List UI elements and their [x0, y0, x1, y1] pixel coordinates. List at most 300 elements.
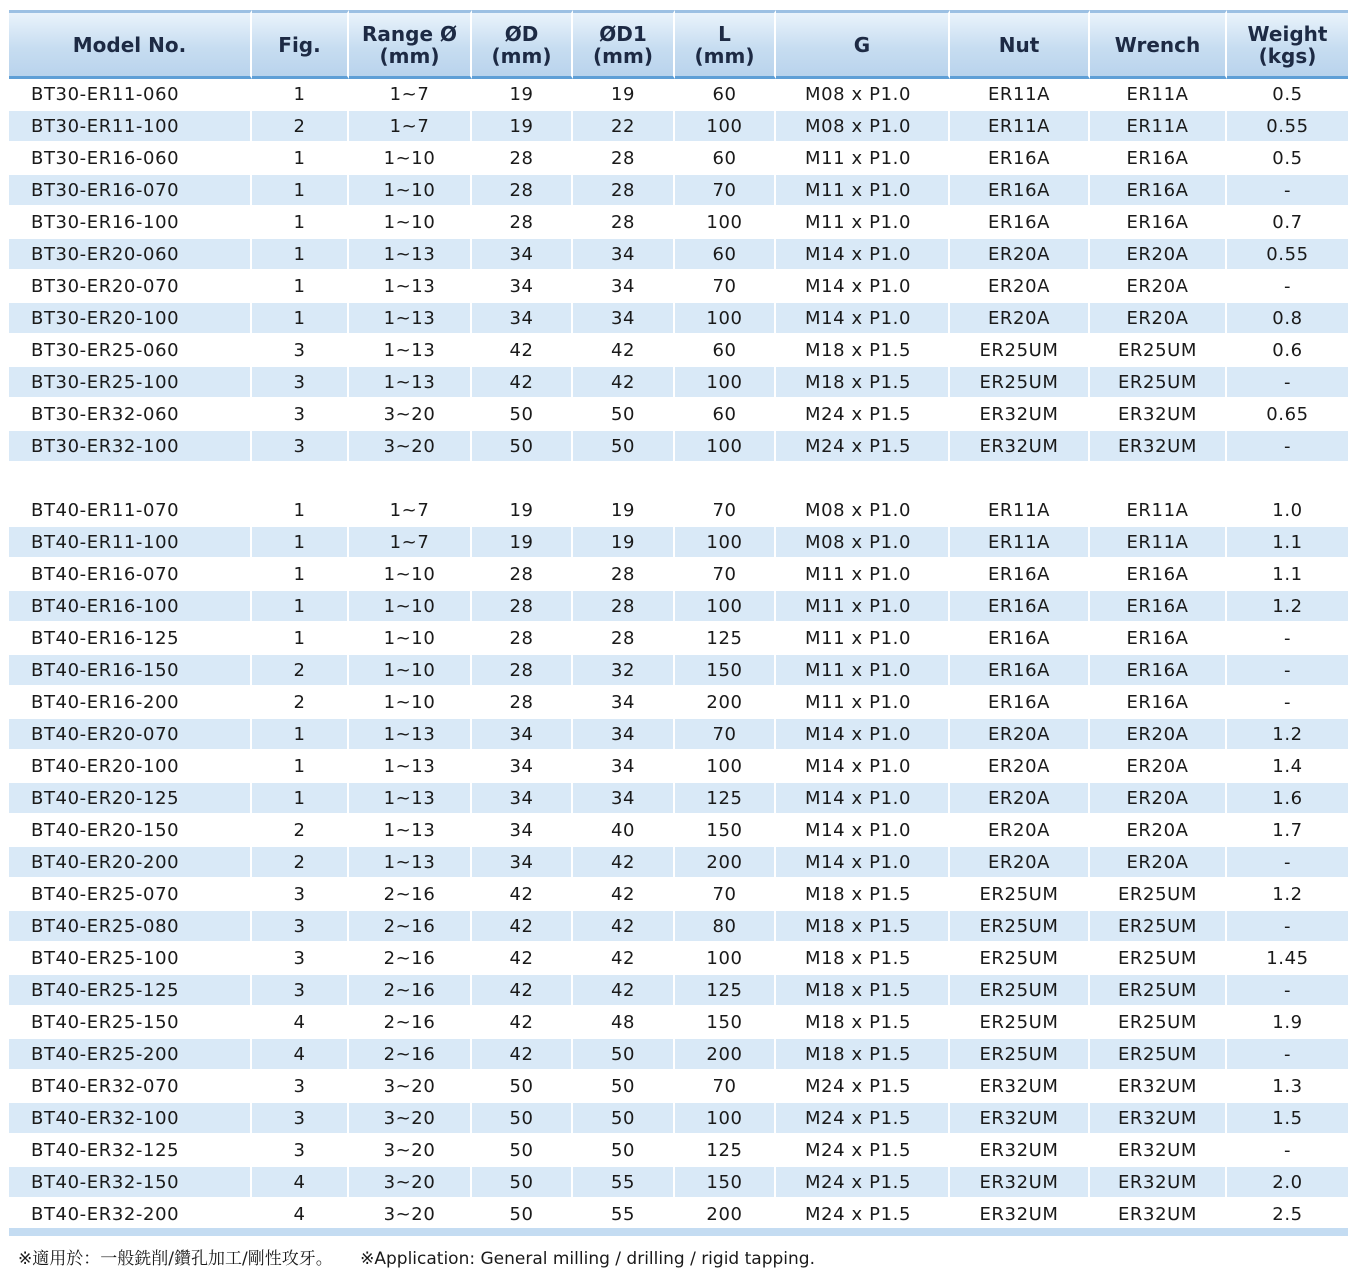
cell-model: BT30-ER11-100: [9, 111, 252, 143]
cell-fig: 2: [252, 847, 349, 879]
cell-g: M14 x P1.0: [776, 751, 950, 783]
cell-nut: ER16A: [950, 655, 1090, 687]
cell-model: BT40-ER32-200: [9, 1199, 252, 1231]
cell-model: BT40-ER25-200: [9, 1039, 252, 1071]
table-row: [9, 271, 1348, 303]
cell-wrench: ER20A: [1090, 751, 1227, 783]
cell-wrench: ER32UM: [1090, 1199, 1227, 1231]
cell-d: 42: [472, 1039, 573, 1071]
cell-l: 125: [675, 783, 776, 815]
cell-model: BT30-ER16-100: [9, 207, 252, 239]
table-row: [9, 1039, 1348, 1071]
bottom-rule: [9, 1228, 1348, 1236]
cell-nut: ER20A: [950, 271, 1090, 303]
cell-g: M24 x P1.5: [776, 1071, 950, 1103]
cell-model: BT30-ER20-070: [9, 271, 252, 303]
cell-d1: 28: [573, 559, 675, 591]
cell-model: BT30-ER16-060: [9, 143, 252, 175]
cell-wrench: ER25UM: [1090, 335, 1227, 367]
col-header-range-line: Range Ø: [362, 21, 457, 46]
cell-range: 2~16: [349, 943, 472, 975]
col-header-fig-line: Fig.: [278, 32, 321, 57]
table-row: [9, 111, 1348, 143]
cell-fig: 4: [252, 1167, 349, 1199]
cell-nut: ER32UM: [950, 1071, 1090, 1103]
cell-wrench: ER25UM: [1090, 879, 1227, 911]
table-row: [9, 847, 1348, 879]
cell-weight: -: [1227, 911, 1348, 943]
cell-model: BT30-ER20-060: [9, 239, 252, 271]
cell-d1: 28: [573, 143, 675, 175]
cell-fig: 4: [252, 1199, 349, 1231]
cell-model: BT30-ER20-100: [9, 303, 252, 335]
cell-wrench: ER20A: [1090, 719, 1227, 751]
cell-d1: 34: [573, 719, 675, 751]
cell-model: BT40-ER32-150: [9, 1167, 252, 1199]
cell-nut: ER16A: [950, 591, 1090, 623]
col-header-model: [9, 10, 252, 79]
cell-g: M24 x P1.5: [776, 431, 950, 463]
cell-fig: 1: [252, 303, 349, 335]
cell-range: 3~20: [349, 399, 472, 431]
cell-weight: 1.2: [1227, 879, 1348, 911]
cell-g: M14 x P1.0: [776, 719, 950, 751]
cell-g: M24 x P1.5: [776, 399, 950, 431]
table-row: [9, 751, 1348, 783]
cell-fig: 2: [252, 815, 349, 847]
cell-fig: 4: [252, 1007, 349, 1039]
table-row: [9, 655, 1348, 687]
table-row: [9, 975, 1348, 1007]
cell-fig: 2: [252, 687, 349, 719]
cell-l: 60: [675, 335, 776, 367]
table-row: [9, 591, 1348, 623]
cell-model: BT40-ER32-125: [9, 1135, 252, 1167]
cell-d: 42: [472, 1007, 573, 1039]
cell-l: 80: [675, 911, 776, 943]
cell-range: 1~10: [349, 687, 472, 719]
cell-l: 200: [675, 687, 776, 719]
cell-fig: 2: [252, 655, 349, 687]
cell-d: 28: [472, 143, 573, 175]
cell-fig: 3: [252, 943, 349, 975]
cell-range: 3~20: [349, 1135, 472, 1167]
cell-fig: 1: [252, 751, 349, 783]
cell-d: 28: [472, 591, 573, 623]
col-header-range: [349, 10, 472, 79]
cell-g: M11 x P1.0: [776, 143, 950, 175]
cell-fig: 1: [252, 271, 349, 303]
cell-nut: ER11A: [950, 495, 1090, 527]
cell-wrench: ER25UM: [1090, 1007, 1227, 1039]
cell-wrench: ER20A: [1090, 303, 1227, 335]
cell-nut: ER32UM: [950, 431, 1090, 463]
cell-d1: 34: [573, 303, 675, 335]
cell-d1: 50: [573, 431, 675, 463]
table-row: [9, 911, 1348, 943]
cell-g: M18 x P1.5: [776, 1007, 950, 1039]
cell-fig: 1: [252, 527, 349, 559]
cell-nut: ER32UM: [950, 1199, 1090, 1231]
cell-d: 19: [472, 527, 573, 559]
cell-range: 3~20: [349, 1071, 472, 1103]
spacer-cell: [573, 463, 675, 495]
cell-weight: 0.5: [1227, 79, 1348, 111]
cell-wrench: ER25UM: [1090, 911, 1227, 943]
cell-g: M11 x P1.0: [776, 655, 950, 687]
footnote-zh: ※適用於：一般銑削/鑽孔加工/剛性攻牙。: [18, 1249, 333, 1269]
cell-wrench: ER20A: [1090, 815, 1227, 847]
spacer-cell: [9, 463, 252, 495]
cell-range: 1~10: [349, 143, 472, 175]
cell-model: BT40-ER25-100: [9, 943, 252, 975]
cell-weight: 1.7: [1227, 815, 1348, 847]
cell-l: 100: [675, 303, 776, 335]
col-header-d1: [573, 10, 675, 79]
cell-wrench: ER20A: [1090, 783, 1227, 815]
cell-weight: 1.1: [1227, 559, 1348, 591]
cell-range: 2~16: [349, 1007, 472, 1039]
col-header-g: [776, 10, 950, 79]
cell-range: 1~10: [349, 655, 472, 687]
cell-d1: 42: [573, 943, 675, 975]
cell-nut: ER25UM: [950, 879, 1090, 911]
cell-wrench: ER32UM: [1090, 1103, 1227, 1135]
cell-wrench: ER11A: [1090, 495, 1227, 527]
cell-model: BT40-ER20-150: [9, 815, 252, 847]
cell-model: BT40-ER16-100: [9, 591, 252, 623]
cell-range: 2~16: [349, 879, 472, 911]
cell-fig: 3: [252, 975, 349, 1007]
cell-fig: 4: [252, 1039, 349, 1071]
spacer-cell: [950, 463, 1090, 495]
table-row: [9, 143, 1348, 175]
cell-d: 19: [472, 495, 573, 527]
cell-fig: 1: [252, 239, 349, 271]
cell-weight: 1.9: [1227, 1007, 1348, 1039]
cell-weight: -: [1227, 847, 1348, 879]
cell-fig: 3: [252, 335, 349, 367]
cell-d: 42: [472, 975, 573, 1007]
table-row: [9, 623, 1348, 655]
cell-d1: 34: [573, 239, 675, 271]
spec-table: [9, 10, 1348, 1231]
cell-d1: 50: [573, 1071, 675, 1103]
cell-range: 2~16: [349, 911, 472, 943]
cell-l: 100: [675, 367, 776, 399]
table-row: [9, 1007, 1348, 1039]
cell-d1: 22: [573, 111, 675, 143]
table-row: [9, 207, 1348, 239]
cell-d: 50: [472, 1199, 573, 1231]
cell-d1: 42: [573, 975, 675, 1007]
cell-l: 70: [675, 719, 776, 751]
cell-range: 1~7: [349, 495, 472, 527]
cell-g: M18 x P1.5: [776, 943, 950, 975]
cell-d: 50: [472, 431, 573, 463]
cell-l: 100: [675, 751, 776, 783]
cell-wrench: ER16A: [1090, 687, 1227, 719]
cell-nut: ER16A: [950, 143, 1090, 175]
cell-range: 1~13: [349, 719, 472, 751]
cell-weight: 2.5: [1227, 1199, 1348, 1231]
table-row: [9, 239, 1348, 271]
col-header-wrench-line: Wrench: [1114, 32, 1201, 57]
table-header: [9, 10, 1348, 79]
cell-g: M11 x P1.0: [776, 623, 950, 655]
cell-range: 3~20: [349, 1103, 472, 1135]
spacer-cell: [776, 463, 950, 495]
cell-weight: -: [1227, 367, 1348, 399]
cell-range: 1~7: [349, 527, 472, 559]
col-header-l: [675, 10, 776, 79]
cell-g: M18 x P1.5: [776, 911, 950, 943]
cell-weight: 0.5: [1227, 143, 1348, 175]
cell-fig: 1: [252, 143, 349, 175]
cell-nut: ER20A: [950, 239, 1090, 271]
cell-weight: -: [1227, 175, 1348, 207]
spacer-cell: [472, 463, 573, 495]
cell-nut: ER20A: [950, 783, 1090, 815]
cell-weight: -: [1227, 271, 1348, 303]
col-header-d1-line: (mm): [593, 43, 653, 68]
cell-model: BT40-ER25-150: [9, 1007, 252, 1039]
cell-wrench: ER25UM: [1090, 1039, 1227, 1071]
cell-g: M18 x P1.5: [776, 1039, 950, 1071]
cell-weight: 0.65: [1227, 399, 1348, 431]
cell-d: 50: [472, 399, 573, 431]
cell-weight: 1.3: [1227, 1071, 1348, 1103]
cell-model: BT30-ER25-060: [9, 335, 252, 367]
cell-nut: ER11A: [950, 527, 1090, 559]
table-row: [9, 1167, 1348, 1199]
cell-d1: 34: [573, 783, 675, 815]
cell-range: 1~13: [349, 751, 472, 783]
cell-range: 1~13: [349, 239, 472, 271]
cell-weight: -: [1227, 655, 1348, 687]
cell-weight: 1.1: [1227, 527, 1348, 559]
col-header-model-line: Model No.: [72, 32, 187, 57]
cell-nut: ER16A: [950, 207, 1090, 239]
cell-nut: ER20A: [950, 303, 1090, 335]
cell-d: 34: [472, 719, 573, 751]
cell-weight: 0.6: [1227, 335, 1348, 367]
cell-g: M08 x P1.0: [776, 111, 950, 143]
cell-d1: 42: [573, 847, 675, 879]
cell-nut: ER25UM: [950, 975, 1090, 1007]
cell-model: BT40-ER11-100: [9, 527, 252, 559]
header-row: [9, 10, 1348, 79]
cell-g: M24 x P1.5: [776, 1135, 950, 1167]
cell-d: 50: [472, 1071, 573, 1103]
cell-g: M14 x P1.0: [776, 783, 950, 815]
spacer-cell: [1227, 463, 1348, 495]
cell-d: 34: [472, 239, 573, 271]
cell-weight: -: [1227, 1039, 1348, 1071]
col-header-l-line: (mm): [694, 43, 755, 68]
cell-weight: 1.0: [1227, 495, 1348, 527]
cell-wrench: ER32UM: [1090, 1167, 1227, 1199]
table-row: [9, 1103, 1348, 1135]
table-row: [9, 1071, 1348, 1103]
cell-l: 100: [675, 943, 776, 975]
cell-d: 19: [472, 79, 573, 111]
cell-wrench: ER16A: [1090, 207, 1227, 239]
cell-fig: 1: [252, 207, 349, 239]
cell-d: 42: [472, 911, 573, 943]
cell-weight: 2.0: [1227, 1167, 1348, 1199]
cell-d1: 34: [573, 751, 675, 783]
cell-nut: ER20A: [950, 847, 1090, 879]
cell-l: 125: [675, 623, 776, 655]
cell-d: 50: [472, 1135, 573, 1167]
cell-g: M24 x P1.5: [776, 1199, 950, 1231]
cell-wrench: ER20A: [1090, 847, 1227, 879]
cell-l: 70: [675, 559, 776, 591]
cell-d1: 28: [573, 207, 675, 239]
cell-d: 28: [472, 623, 573, 655]
cell-l: 70: [675, 175, 776, 207]
cell-nut: ER11A: [950, 111, 1090, 143]
cell-model: BT40-ER20-070: [9, 719, 252, 751]
col-header-range-line: (mm): [379, 43, 440, 68]
cell-g: M24 x P1.5: [776, 1103, 950, 1135]
table-row: [9, 175, 1348, 207]
cell-range: 1~13: [349, 271, 472, 303]
cell-model: BT30-ER32-100: [9, 431, 252, 463]
cell-weight: 1.5: [1227, 1103, 1348, 1135]
cell-g: M11 x P1.0: [776, 687, 950, 719]
cell-wrench: ER25UM: [1090, 975, 1227, 1007]
cell-model: BT40-ER20-125: [9, 783, 252, 815]
cell-d: 34: [472, 815, 573, 847]
cell-fig: 3: [252, 431, 349, 463]
cell-g: M14 x P1.0: [776, 815, 950, 847]
table-row: [9, 783, 1348, 815]
cell-range: 2~16: [349, 1039, 472, 1071]
cell-g: M18 x P1.5: [776, 335, 950, 367]
cell-model: BT30-ER25-100: [9, 367, 252, 399]
cell-d: 28: [472, 687, 573, 719]
cell-wrench: ER32UM: [1090, 1071, 1227, 1103]
cell-g: M18 x P1.5: [776, 879, 950, 911]
cell-nut: ER25UM: [950, 1007, 1090, 1039]
col-header-l-line: L: [718, 21, 731, 46]
table-row: [9, 1135, 1348, 1167]
group-spacer: [9, 463, 1348, 495]
cell-wrench: ER11A: [1090, 79, 1227, 111]
cell-fig: 1: [252, 591, 349, 623]
table-row: [9, 79, 1348, 111]
cell-fig: 3: [252, 911, 349, 943]
cell-d: 50: [472, 1103, 573, 1135]
cell-weight: 1.45: [1227, 943, 1348, 975]
cell-weight: 1.4: [1227, 751, 1348, 783]
cell-fig: 3: [252, 879, 349, 911]
cell-model: BT40-ER16-125: [9, 623, 252, 655]
cell-model: BT40-ER32-070: [9, 1071, 252, 1103]
cell-d1: 50: [573, 1135, 675, 1167]
cell-weight: 1.2: [1227, 719, 1348, 751]
cell-d: 34: [472, 271, 573, 303]
cell-range: 1~13: [349, 783, 472, 815]
cell-d1: 19: [573, 527, 675, 559]
cell-d1: 55: [573, 1167, 675, 1199]
cell-l: 70: [675, 1071, 776, 1103]
cell-g: M08 x P1.0: [776, 527, 950, 559]
cell-nut: ER25UM: [950, 911, 1090, 943]
cell-l: 125: [675, 1135, 776, 1167]
cell-g: M11 x P1.0: [776, 559, 950, 591]
cell-d: 19: [472, 111, 573, 143]
cell-d: 42: [472, 943, 573, 975]
cell-d1: 50: [573, 399, 675, 431]
cell-model: BT40-ER32-100: [9, 1103, 252, 1135]
cell-fig: 1: [252, 79, 349, 111]
cell-weight: 0.55: [1227, 239, 1348, 271]
cell-nut: ER25UM: [950, 943, 1090, 975]
cell-d1: 42: [573, 879, 675, 911]
cell-l: 100: [675, 591, 776, 623]
cell-g: M08 x P1.0: [776, 79, 950, 111]
cell-fig: 3: [252, 1071, 349, 1103]
cell-d: 34: [472, 751, 573, 783]
cell-wrench: ER32UM: [1090, 1135, 1227, 1167]
cell-l: 60: [675, 239, 776, 271]
cell-wrench: ER16A: [1090, 655, 1227, 687]
table-row: [9, 335, 1348, 367]
cell-d: 28: [472, 175, 573, 207]
cell-d1: 42: [573, 911, 675, 943]
cell-nut: ER11A: [950, 79, 1090, 111]
cell-d1: 32: [573, 655, 675, 687]
cell-nut: ER32UM: [950, 1135, 1090, 1167]
cell-nut: ER16A: [950, 175, 1090, 207]
footnote-en: ※Application: General milling / drilling / rigid tapping.: [360, 1249, 815, 1269]
cell-nut: ER32UM: [950, 1103, 1090, 1135]
cell-nut: ER32UM: [950, 1167, 1090, 1199]
table-row: [9, 943, 1348, 975]
cell-weight: -: [1227, 1135, 1348, 1167]
cell-nut: ER20A: [950, 719, 1090, 751]
col-header-weight: [1227, 10, 1348, 79]
cell-d1: 50: [573, 1039, 675, 1071]
col-header-d-line: ØD: [504, 21, 539, 46]
cell-g: M11 x P1.0: [776, 175, 950, 207]
cell-g: M11 x P1.0: [776, 207, 950, 239]
spacer-cell: [349, 463, 472, 495]
cell-d: 34: [472, 303, 573, 335]
cell-range: 3~20: [349, 1167, 472, 1199]
cell-l: 200: [675, 847, 776, 879]
cell-fig: 1: [252, 559, 349, 591]
cell-l: 60: [675, 143, 776, 175]
cell-wrench: ER25UM: [1090, 367, 1227, 399]
cell-range: 1~10: [349, 623, 472, 655]
cell-g: M24 x P1.5: [776, 1167, 950, 1199]
table-row: [9, 527, 1348, 559]
cell-wrench: ER32UM: [1090, 431, 1227, 463]
cell-model: BT40-ER16-070: [9, 559, 252, 591]
cell-d: 28: [472, 655, 573, 687]
cell-weight: 0.8: [1227, 303, 1348, 335]
cell-nut: ER32UM: [950, 399, 1090, 431]
table-row: [9, 559, 1348, 591]
cell-g: M18 x P1.5: [776, 975, 950, 1007]
cell-fig: 3: [252, 367, 349, 399]
cell-model: BT40-ER25-080: [9, 911, 252, 943]
cell-range: 1~10: [349, 559, 472, 591]
